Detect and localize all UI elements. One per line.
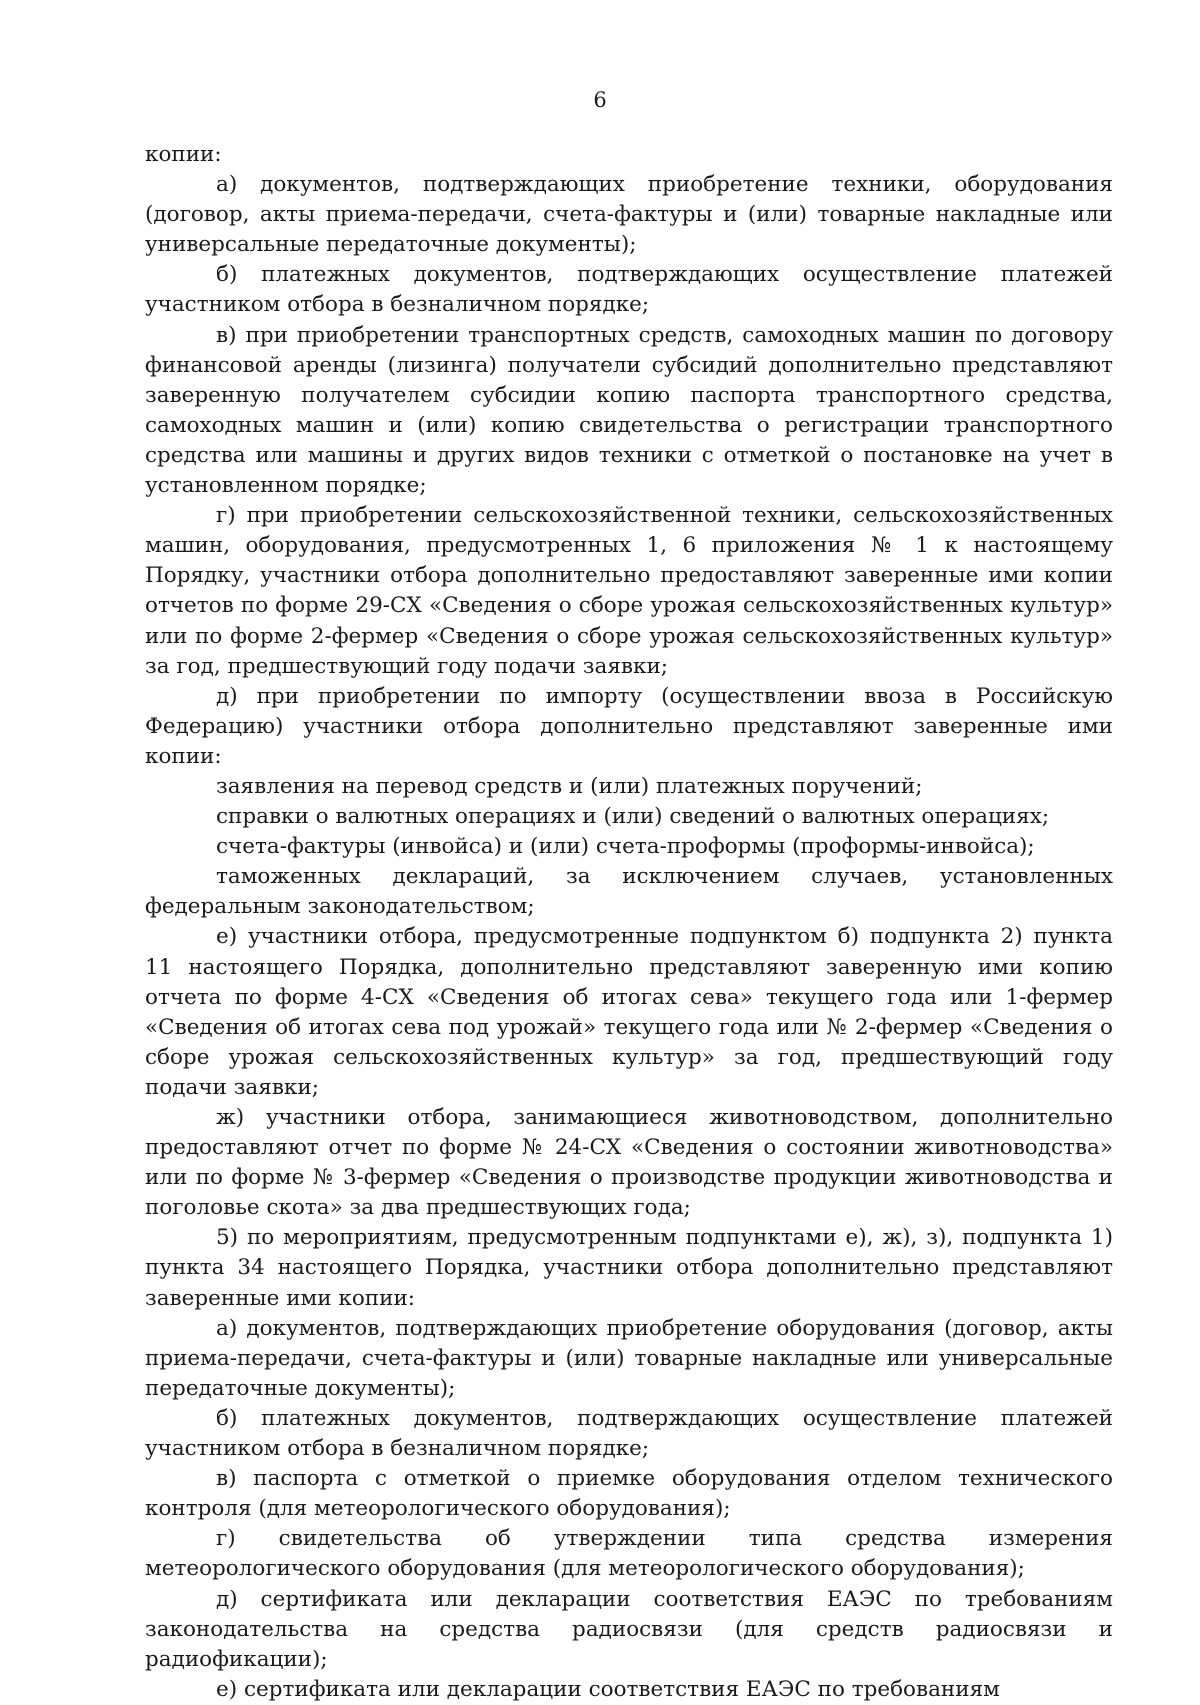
page-number: 6 bbox=[593, 88, 607, 112]
paragraph: г) свидетельства об утверждении типа средства измерения метеорологического оборудования (для метеорологического оборудования); bbox=[145, 1526, 1113, 1582]
paragraph: ж) участники отбора, занимающиеся животноводством, дополнительно предоставляют отчет по форме № 24-СХ «Сведения о состоянии животноводства» или по форме № 3-фермер «Сведения о производстве продукции животноводства и поголовье скота» за два предшествующих года; bbox=[145, 1105, 1113, 1221]
paragraph: б) платежных документов, подтверждающих осуществление платежей участником отбора в безналичном порядке; bbox=[145, 262, 1113, 318]
paragraph: б) платежных документов, подтверждающих осуществление платежей участником отбора в безналичном порядке; bbox=[145, 1405, 1113, 1462]
paragraph: справки о валютных операциях и (или) сведений о валютных операциях; bbox=[216, 804, 1050, 830]
paragraph: а) документов, подтверждающих приобретение техники, оборудования (договор, акты приема-передачи, счета-фактуры и (или) товарные накладные или универсальные передаточные документы); bbox=[145, 172, 1113, 258]
paragraph: счета-фактуры (инвойса) и (или) счета-проформы (проформы-инвойса); bbox=[216, 834, 1035, 860]
paragraph: копии: bbox=[145, 142, 222, 167]
paragraph: 5) по мероприятиям, предусмотренным подпунктами е), ж), з), подпункта 1) пункта 34 настоящего Порядка, участники отбора дополнительно представляют заверенные ими копии: bbox=[145, 1225, 1113, 1311]
document-body bbox=[145, 140, 1113, 1705]
paragraph: в) паспорта с отметкой о приемке оборудования отделом технического контроля (для метеорологического оборудования); bbox=[145, 1466, 1113, 1522]
paragraph: е) участники отбора, предусмотренные подпунктом б) подпункта 2) пункта 11 настоящего Порядка, дополнительно представляют заверенную ими копию отчета по форме 4-СХ «Сведения об итогах сева» текущего года или 1-фермер «Сведения об итогах сева под урожай» текущего года или № 2-фермер «Сведения о сборе урожая сельскохозяйственных культур» за год, предшествующий году подачи заявки; bbox=[145, 924, 1113, 1100]
paragraph: таможенных деклараций, за исключением случаев, установленных федеральным законодательством; bbox=[145, 864, 1113, 920]
paragraph: в) при приобретении транспортных средств, самоходных машин по договору финансовой аренды (лизинга) получатели субсидий дополнительно представляют заверенную получателем субсидии копию паспорта транспортного средства, самоходных машин и (или) копию свидетельства о регистрации транспортного средства или машины и других видов техники с отметкой о постановке на учет в установленном порядке; bbox=[145, 322, 1113, 499]
paragraph: д) сертификата или декларации соответствия ЕАЭС по требованиям законодательства на средства радиосвязи (для средств радиосвязи и радиофикации); bbox=[145, 1586, 1113, 1672]
paragraph: е) сертификата или декларации соответствия ЕАЭС по требованиям bbox=[216, 1676, 1000, 1702]
paragraph: г) при приобретении сельскохозяйственной техники, сельскохозяйственных машин, оборудования, предусмотренных 1, 6 приложения № 1 к настоящему Порядку, участники отбора дополнительно предоставляют заверенные ими копии отчетов по форме 29-СХ «Сведения о сборе урожая сельскохозяйственных культур» или по форме 2-фермер «Сведения о сборе урожая сельскохозяйственных культур» за год, предшествующий году подачи заявки; bbox=[145, 503, 1113, 679]
paragraph: д) при приобретении по импорту (осуществлении ввоза в Российскую Федерацию) участники отбора дополнительно представляют заверенные ими копии: bbox=[145, 683, 1113, 769]
paragraph: заявления на перевод средств и (или) платежных поручений; bbox=[216, 773, 923, 799]
paragraph: а) документов, подтверждающих приобретение оборудования (договор, акты приема-передачи, счета-фактуры и (или) товарные накладные или универсальные передаточные документы); bbox=[145, 1315, 1113, 1401]
